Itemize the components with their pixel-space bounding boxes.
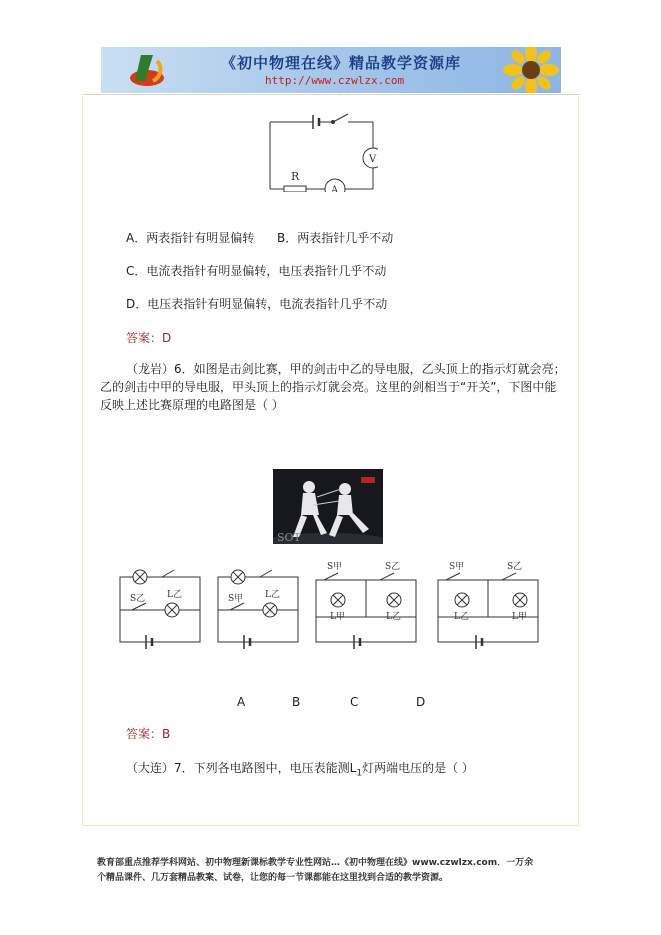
photo-caption: SOT <box>277 531 301 544</box>
circuit-d-lamp-2-label: L甲 <box>512 612 527 622</box>
circuit-c <box>316 573 416 649</box>
q5-option-d: D．电压表指针有明显偏转，电流表指针几乎不动 <box>126 297 388 311</box>
q7-stem-subscript: 1 <box>356 768 363 779</box>
resistor-label: R <box>291 170 300 183</box>
circuit-b-switch-label: S甲 <box>228 594 244 604</box>
choice-label-a: A <box>237 695 246 709</box>
circuit-c-lamp-1-label: L甲 <box>330 612 345 622</box>
footer-line-2: 个精品课件、几万套精品教案、试卷，让您的每一节课都能在这里找到合适的教学资源。 <box>97 873 449 883</box>
fencing-photo <box>273 469 383 544</box>
circuit-b-lamp-label: L乙 <box>265 590 280 600</box>
fencing-illustration <box>273 469 383 544</box>
choice-label-b: B <box>292 695 301 709</box>
page-frame <box>82 96 579 826</box>
circuit-d-lamp-1-label: L乙 <box>454 612 469 622</box>
circuit-c-lamp-2-label: L乙 <box>386 612 401 622</box>
q5-option-c: C．电流表指针有明显偏转，电压表指针几乎不动 <box>126 264 387 278</box>
circuit-d-switch-1-label: S甲 <box>449 562 465 572</box>
footer-line-1: 教育部重点推荐学科网站、初中物理新课标教学专业性网站…《初中物理在线》www.czwlzx.com．一万余 <box>97 858 534 868</box>
header-rule <box>82 94 580 95</box>
site-logo-icon <box>123 47 183 93</box>
voltmeter-label: V <box>369 154 377 165</box>
page-footer <box>97 856 575 886</box>
circuit-a <box>120 570 200 649</box>
banner-url[interactable]: http://www.czwlzx.com <box>265 74 405 87</box>
q5-option-a: A．两表指针有明显偏转 <box>126 231 255 245</box>
q6-answer: 答案：B <box>126 727 171 741</box>
circuit-diagram-1 <box>268 112 378 192</box>
choice-label-d: D <box>416 695 426 709</box>
q7-stem <box>126 760 474 781</box>
ammeter-label: A <box>331 185 339 192</box>
circuit-d <box>438 573 538 649</box>
banner-title: 《初中物理在线》精品教学资源库 <box>221 54 462 72</box>
circuit-c-switch-2-label: S乙 <box>385 562 401 572</box>
q6-stem: （龙岩）6．如图是击剑比赛，甲的剑击中乙的导电服，乙头顶上的指示灯就会亮；乙的剑击中甲的导电服，甲头顶上的指示灯就会亮。这里的剑相当于“开关”，下图中能反映上述比赛原理的电路图是（ ） <box>100 362 566 412</box>
circuit-c-switch-1-label: S甲 <box>327 562 343 572</box>
circuit-a-switch-label: S乙 <box>130 594 146 604</box>
choice-label-c: C <box>350 695 359 709</box>
circuit-a-lamp-label: L乙 <box>167 590 182 600</box>
q7-stem-tail: 灯两端电压的是（ ） <box>362 761 474 775</box>
circuit-choices <box>110 555 550 655</box>
header-banner <box>101 47 561 93</box>
sunflower-icon <box>491 47 561 93</box>
q7-stem-text: （大连）7．下列各电路图中，电压表能测L <box>126 761 357 775</box>
q5-option-b: B．两表指针几乎不动 <box>277 231 394 245</box>
q5-answer: 答案：D <box>126 331 172 345</box>
circuit-b <box>218 570 298 649</box>
circuit-d-switch-2-label: S乙 <box>507 562 523 572</box>
